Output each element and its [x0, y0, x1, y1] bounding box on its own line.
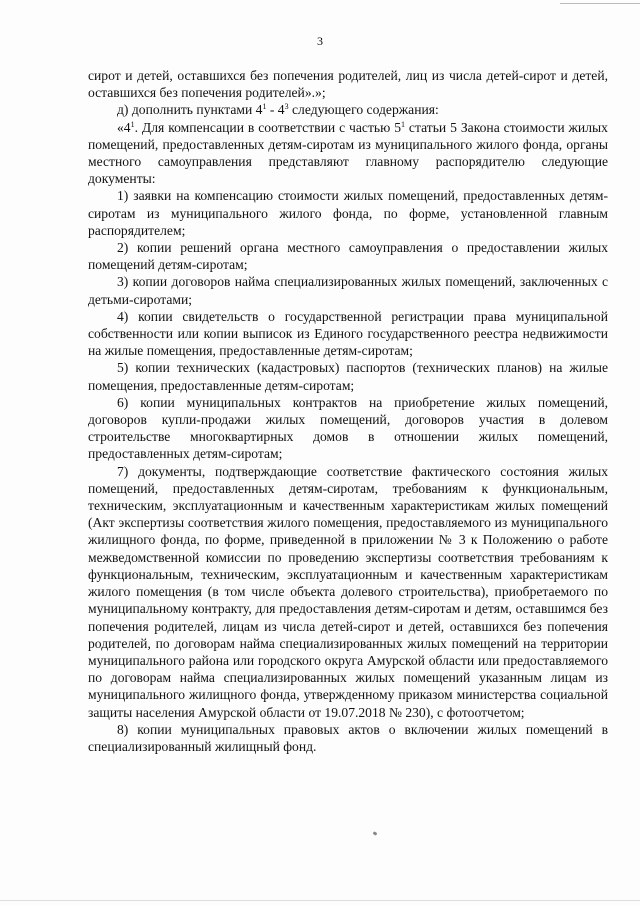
page-number: 3 [317, 34, 323, 48]
paragraph: 5) копии технических (кадастровых) паспортов (технических планов) на жилые помещения, предоставленные детям-сиротам; [88, 360, 608, 393]
paragraph: 1) заявки на компенсацию стоимости жилых помещений, предоставленных детям-сиротам из муниципального жилого фонда, по форме, установленной главным распорядителем; [88, 188, 608, 238]
paragraph: 8) копии муниципальных правовых актов о включении жилых помещений в специализированный жилищный фонд. [88, 721, 608, 754]
paragraph: д) дополнить пунктами $4^1 - 4^3$ следующего содержания: [117, 102, 439, 118]
scan-speck [373, 831, 378, 836]
paragraph: сирот и детей, оставшихся без попечения родителей, лиц из числа детей-сирот и детей, оставшихся без попечения родителей».»; [88, 68, 608, 101]
paragraph: 4) копии свидетельств о государственной регистрации права муниципальной собственности или копии выписок из Единого государственного реестра недвижимости на жилые помещения, предоставленные детям-сиротам; [88, 308, 608, 359]
paragraph: «$4^1$. Для компенсации в соответствии с частью $5^1$ статьи 5 Закона стоимости жилых помещений, предоставленных детям-сиротам из муниципального жилого фонда, органы местного самоуправления представляют главному распорядителю следующие документы: [88, 119, 609, 187]
paragraph: 2) копии решений органа местного самоуправления о предоставлении жилых помещений детям-сиротам; [88, 240, 608, 273]
document-body [88, 67, 608, 755]
paragraph: 6) копии муниципальных контрактов на приобретение жилых помещений, договоров купли-продажи жилых помещений, договоров участия в долевом строительстве многоквартирных домов в отношении жилых помещений, предоставленных детям-сиротам; [88, 394, 608, 462]
paragraph: 3) копии договоров найма специализированных жилых помещений, заключенных с детьми-сиротами; [88, 274, 608, 307]
scan-edge-mark [560, 3, 640, 4]
paragraph: 7) документы, подтверждающие соответствие фактического состояния жилых помещений, предоставленных детям-сиротам, требованиям к функциональным, техническим, эксплуатационным и качественным характеристикам жилых помещений (Акт экспертизы соответствия жилого помещения, предоставляемого из муниципального жилищного фонда, по форме, приведенной в приложении № 3 к Положению о работе межведомственной комиссии по проведению экспертизы соответствия требованиям к функциональным, техническим, эксплуатационным и качественным характеристикам жилого помещения (в том числе объекта долевого строительства), приобретаемого по муниципальному контракту, для предоставления детям-сиротам и детям, оставшимся без попечения родителей, лицам из числа детей-сирот и детей, оставшихся без попечения родителей, по договорам найма специализированных жилых помещений на территории муниципального района или городского округа Амурской области или предоставляемого по договорам найма специализированных жилых помещений указанным лицам из муниципального жилищного фонда, утвержденному приказом министерства социальной защиты населения Амурской области от 19.07.2018 № 230), с фотоотчетом; [88, 463, 608, 720]
scan-bottom-edge [0, 900, 640, 901]
